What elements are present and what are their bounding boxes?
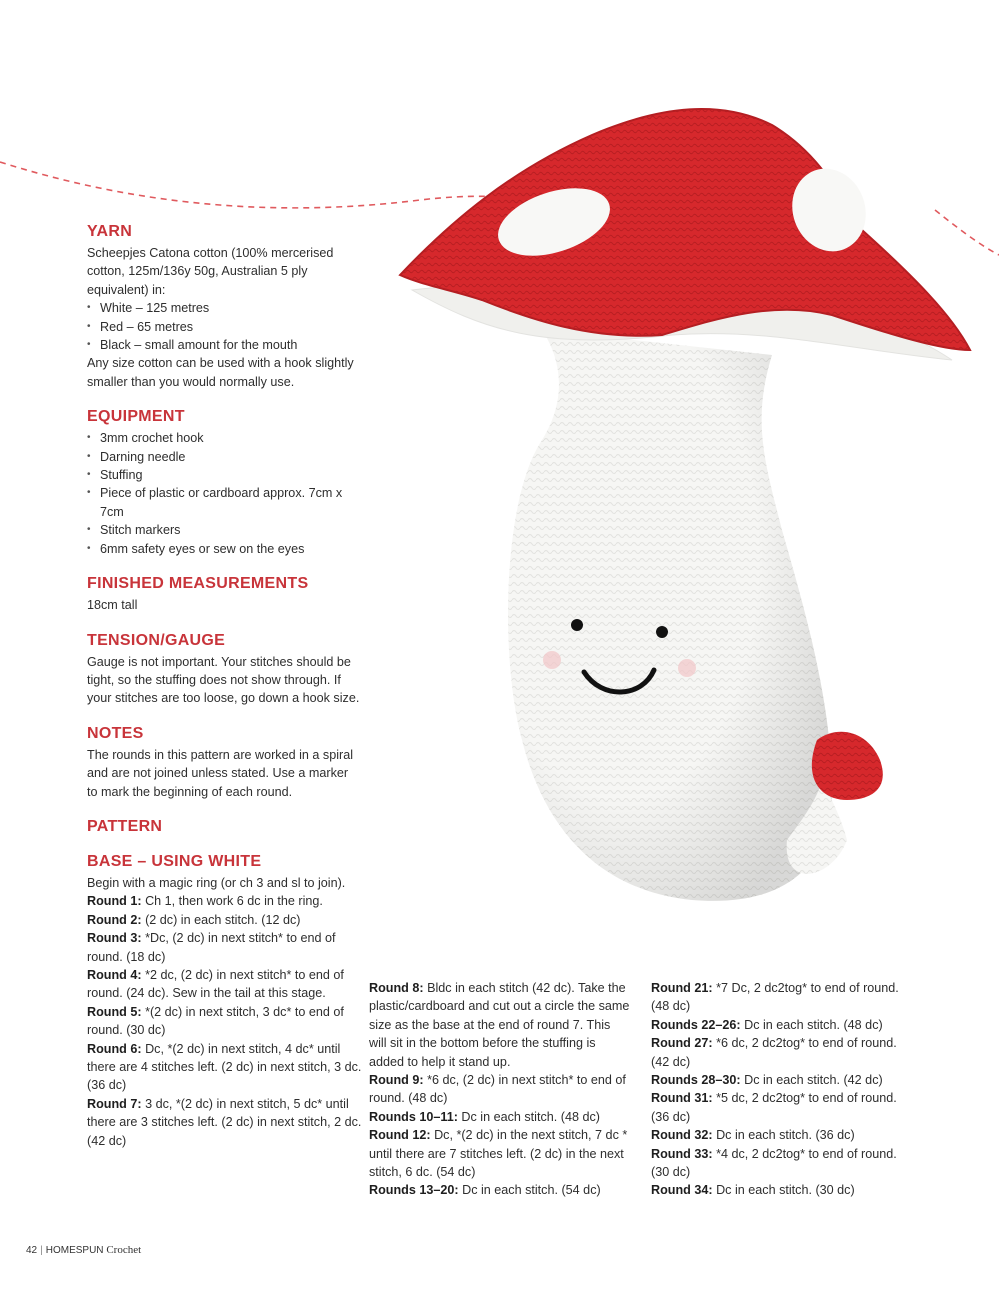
pattern-round: [87, 1040, 362, 1095]
round-text: *7 Dc, 2 dc2tog* to end of round. (48 dc): [651, 981, 899, 1014]
list-item: • Piece of plastic or cardboard approx. 7cm x 7cm: [87, 484, 362, 521]
round-text: *6 dc, 2 dc2tog* to end of round. (42 dc): [651, 1036, 897, 1069]
yarn-intro: Scheepjes Catona cotton (100% mercerised cotton, 125m/136y 50g, Australian 5 ply equivalent) in:: [87, 246, 334, 297]
round-label: Round 3:: [87, 931, 142, 946]
pattern-heading: PATTERN: [87, 817, 163, 835]
finished-heading: FINISHED MEASUREMENTS: [87, 575, 309, 593]
round-text: Dc in each stitch. (36 dc): [712, 1128, 855, 1143]
magazine-brand-sub: Crochet: [106, 1244, 142, 1256]
round-text: *6 dc, (2 dc) in next stitch* to end of round. (48 dc): [369, 1073, 626, 1106]
round-label: Round 34:: [651, 1183, 713, 1198]
list-item: • Stitch markers: [87, 521, 362, 539]
pattern-round: [369, 1181, 631, 1199]
round-text: Dc in each stitch. (42 dc): [740, 1073, 883, 1088]
notes-section: [87, 724, 362, 801]
round-label: Round 5:: [87, 1004, 142, 1019]
finished-text: 18cm tall: [87, 598, 138, 613]
base-section: [87, 852, 362, 1150]
page-number: 42: [26, 1245, 38, 1256]
pattern-round: [87, 1095, 362, 1150]
round-label: Round 8:: [369, 981, 424, 995]
round-label: Round 4:: [87, 967, 142, 982]
notes-heading: NOTES: [87, 724, 144, 742]
finished-section: [87, 574, 362, 614]
page-footer: [26, 1244, 141, 1256]
pattern-round: [369, 1108, 631, 1126]
round-label: Round 31:: [651, 1091, 713, 1106]
yarn-heading: YARN: [87, 223, 133, 240]
rounds-column-1: [87, 892, 362, 1150]
round-text: Bldc in each stitch (42 dc). Take the plastic/cardboard and cut out a circle the same size as the base at the end of round 7. This will sit in the bottom before the stuffing is added to help it stand up.: [369, 981, 630, 1069]
pattern-round: [651, 1016, 916, 1034]
round-text: *Dc, (2 dc) in next stitch* to end of round. (18 dc): [87, 931, 336, 964]
equipment-section: [87, 407, 362, 558]
round-label: Round 1:: [87, 894, 142, 909]
mushroom-amigurumi-photo: [392, 100, 982, 920]
pattern-round: [651, 1126, 916, 1144]
pattern-round: [369, 1126, 631, 1181]
round-text: *5 dc, 2 dc2tog* to end of round. (36 dc): [651, 1091, 897, 1124]
round-label: Round 27:: [651, 1036, 713, 1051]
base-intro: Begin with a magic ring (or ch 3 and sl to join).: [87, 875, 346, 890]
notes-text: The rounds in this pattern are worked in a spiral and are not joined unless stated. Use a marker to mark the beginning of each round.: [87, 747, 354, 799]
round-text: Dc in each stitch. (48 dc): [457, 1109, 600, 1124]
round-text: Dc, *(2 dc) in the next stitch, 7 dc * until there are 7 stitches left. (2 dc) in the next stitch, 6 dc. (54 dc): [369, 1128, 628, 1180]
list-item: • White – 125 metres: [87, 299, 362, 317]
list-item: • 6mm safety eyes or sew on the eyes: [87, 540, 362, 558]
round-label: Rounds 13–20:: [369, 1183, 459, 1198]
pattern-round: [369, 979, 631, 1071]
round-text: Dc in each stitch. (30 dc): [712, 1183, 855, 1198]
list-item: • Darning needle: [87, 448, 362, 466]
round-label: Round 33:: [651, 1146, 713, 1161]
round-text: *(2 dc) in next stitch, 3 dc* to end of round. (30 dc): [87, 1004, 344, 1038]
pattern-round: [87, 966, 362, 1003]
round-label: Round 9:: [369, 1073, 424, 1088]
rounds-column-3: [651, 979, 916, 1200]
yarn-list: [87, 299, 362, 354]
rounds-column-2: [369, 979, 631, 1200]
list-item: • Black – small amount for the mouth: [87, 336, 362, 354]
magazine-brand: HOMESPUN: [45, 1245, 104, 1256]
pattern-round: [651, 1071, 916, 1089]
list-item: • 3mm crochet hook: [87, 429, 362, 447]
round-text: Dc, *(2 dc) in next stitch, 4 dc* until there are 4 stitches left. (2 dc) in next stitch, 3 dc. (36 dc): [87, 1041, 362, 1093]
round-label: Rounds 22–26:: [651, 1017, 741, 1032]
round-label: Round 6:: [87, 1041, 142, 1056]
pattern-round: [87, 929, 362, 966]
pattern-round: [651, 979, 916, 1016]
pattern-round: [87, 892, 362, 910]
equipment-list: [87, 429, 362, 558]
pattern-round: [87, 1003, 362, 1040]
tension-section: [87, 631, 362, 708]
tension-heading: TENSION/GAUGE: [87, 631, 226, 649]
equipment-heading: EQUIPMENT: [87, 408, 185, 426]
round-text: 3 dc, *(2 dc) in next stitch, 5 dc* until there are 3 stitches left. (2 dc) in next stitch, 2 dc. (42 dc): [87, 1096, 362, 1148]
round-text: *2 dc, (2 dc) in next stitch* to end of round. (24 dc). Sew in the tail at this stage.: [87, 967, 344, 1001]
list-item: • Stuffing: [87, 466, 362, 484]
round-text: Ch 1, then work 6 dc in the ring.: [141, 894, 323, 909]
round-label: Round 21:: [651, 981, 713, 995]
left-column: [87, 222, 362, 1150]
list-item: • Red – 65 metres: [87, 318, 362, 336]
round-label: Round 12:: [369, 1128, 431, 1143]
round-label: Rounds 28–30:: [651, 1073, 741, 1088]
round-label: Rounds 10–11:: [369, 1109, 458, 1124]
round-text: Dc in each stitch. (48 dc): [740, 1017, 883, 1032]
round-text: Dc in each stitch. (54 dc): [458, 1183, 601, 1198]
tension-text: Gauge is not important. Your stitches should be tight, so the stuffing does not show through. If your stitches are too loose, go down a hook size.: [87, 654, 360, 706]
pattern-round: [369, 1071, 631, 1108]
pattern-round: [87, 911, 362, 929]
footer-separator: |: [40, 1245, 43, 1256]
round-label: Round 7:: [87, 1096, 142, 1111]
round-label: Round 2:: [87, 912, 142, 927]
base-heading: BASE – USING WHITE: [87, 852, 262, 870]
pattern-round: [651, 1145, 916, 1182]
round-text: (2 dc) in each stitch. (12 dc): [141, 912, 301, 927]
yarn-section: [87, 222, 362, 391]
yarn-note: Any size cotton can be used with a hook slightly smaller than you would normally use.: [87, 356, 354, 389]
mushroom-body: [508, 330, 832, 901]
pattern-round: [651, 1034, 916, 1071]
round-label: Round 32:: [651, 1128, 713, 1143]
round-text: *4 dc, 2 dc2tog* to end of round. (30 dc): [651, 1146, 897, 1180]
pattern-round: [651, 1181, 916, 1199]
pattern-round: [651, 1089, 916, 1126]
